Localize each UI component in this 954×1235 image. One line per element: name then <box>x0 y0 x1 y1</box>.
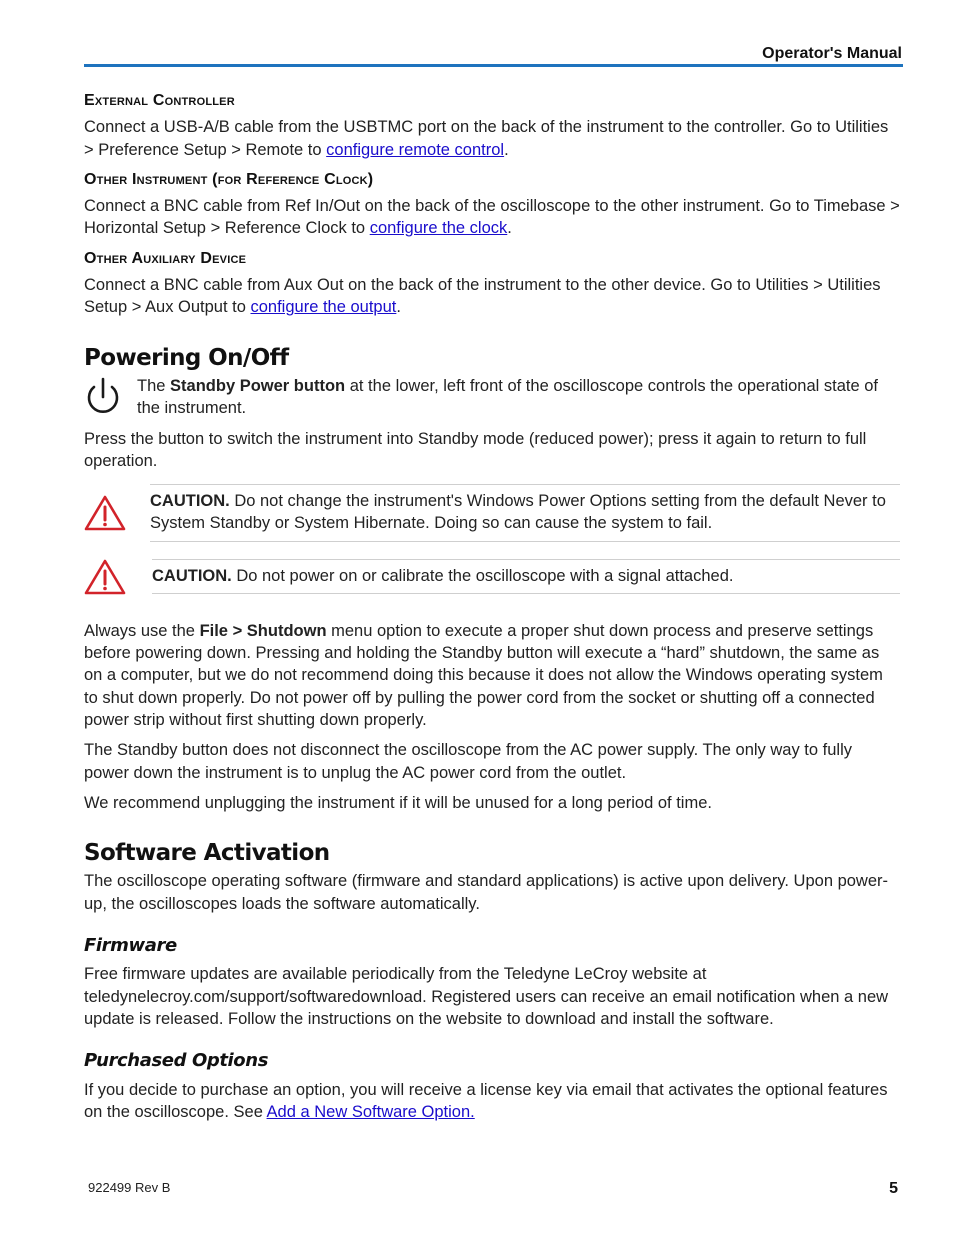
other-aux-heading: Other Auxiliary Device <box>84 249 247 267</box>
powering-heading: Powering On/Off <box>84 344 289 371</box>
footer-page-number: 5 <box>889 1180 898 1197</box>
software-heading: Software Activation <box>84 840 330 867</box>
configure-clock-link[interactable]: configure the clock <box>369 219 508 238</box>
external-controller-period: . <box>504 140 509 159</box>
intro-part-1: The <box>137 376 171 395</box>
caution-1-body: Do not change the instrument's Windows Power Options setting from the default Never to System Standby or System Hibernate. Doing so can cause the system to fail. <box>150 492 886 533</box>
header-title: Operator's Manual <box>762 45 902 62</box>
header-rule <box>84 64 903 67</box>
file-shutdown-term: File > Shutdown <box>199 621 327 640</box>
other-instrument-text <box>84 195 900 240</box>
content <box>84 90 900 1131</box>
shutdown-part-1: Always use the <box>84 621 200 640</box>
other-aux-period: . <box>396 298 401 317</box>
configure-output-link[interactable]: configure the output <box>250 298 397 317</box>
power-icon <box>84 375 122 417</box>
caution-2-body: Do not power on or calibrate the oscilloscope with a signal attached. <box>231 567 734 586</box>
purchased-options-body: If you decide to purchase an option, you will receive a license key via email that activates the optional features on the oscilloscope. See <box>84 1080 888 1121</box>
configure-remote-control-link[interactable]: configure remote control <box>326 140 505 159</box>
add-software-option-link[interactable]: Add a New Software Option. <box>266 1102 475 1121</box>
firmware-text: Free firmware updates are available periodically from the Teledyne LeCroy website at teledynelecroy.com/support/softwaredownload. Registered users can receive an email notification when a new update is released. Follow the instructions on the website to download and install the software. <box>84 965 889 1028</box>
external-controller-body: Connect a USB-A/B cable from the USBTMC port on the back of the instrument to the controller. Go to Utilities > Preference Setup > Remote to <box>84 118 889 159</box>
caution-1-label: CAUTION. <box>150 492 230 511</box>
caution-block-2 <box>84 558 900 596</box>
other-aux-body: Connect a BNC cable from Aux Out on the back of the instrument to the other device. Go to Utilities > Utilities Setup > Aux Output to <box>84 276 881 317</box>
standby-intro-text <box>137 375 900 420</box>
firmware-heading: Firmware <box>84 935 177 957</box>
caution-icon <box>84 558 126 596</box>
caution-1-text <box>150 484 900 542</box>
purchased-options-text <box>84 1079 900 1124</box>
other-aux-text <box>84 274 900 319</box>
software-intro: The oscilloscope operating software (firmware and standard applications) is active upon delivery. Upon power-up, the oscilloscopes loads the software automatically. <box>84 872 889 913</box>
caution-icon <box>84 494 126 532</box>
other-instrument-heading: Other Instrument (for Reference Clock) <box>84 170 374 188</box>
standby-intro <box>84 375 900 420</box>
other-instrument-period: . <box>507 219 512 238</box>
intro-part-2: at the lower, left front of the oscilloscope controls the operational state of the instrument. <box>137 376 879 418</box>
external-controller-heading: External Controller <box>84 92 235 109</box>
external-controller-text <box>84 116 900 161</box>
other-instrument-body: Connect a BNC cable from Ref In/Out on the back of the oscilloscope to the other instrument. Go to Timebase > Horizontal Setup > Reference Clock to <box>84 197 900 238</box>
shutdown-text <box>84 620 900 731</box>
shutdown-part-2: menu option to execute a proper shut down process and preserve settings before powering down. Pressing and holding the Standby button will execute a “hard” shutdown, the same as on a computer, but we do not recommend doing this because it does not allow the Windows operating system to shut down properly. Do not power off by pulling the power cord from the socket or shutting off a connected power strip without first shutting down properly. <box>84 621 883 729</box>
caution-2-label: CAUTION. <box>152 567 232 586</box>
press-text: Press the button to switch the instrument into Standby mode (reduced power); press it again to return to full operation. <box>84 429 867 470</box>
standby-note: The Standby button does not disconnect the oscilloscope from the AC power supply. The only way to fully power down the instrument is to unplug the AC power cord from the outlet. <box>84 741 852 782</box>
standby-power-button-term: Standby Power button <box>170 376 346 395</box>
recommend-text: We recommend unplugging the instrument if it will be unused for a long period of time. <box>84 793 712 812</box>
purchased-options-heading: Purchased Options <box>84 1050 269 1072</box>
footer-doc-id: 922499 Rev B <box>88 1180 171 1195</box>
caution-2-text <box>152 559 900 594</box>
caution-block-1 <box>84 484 900 542</box>
